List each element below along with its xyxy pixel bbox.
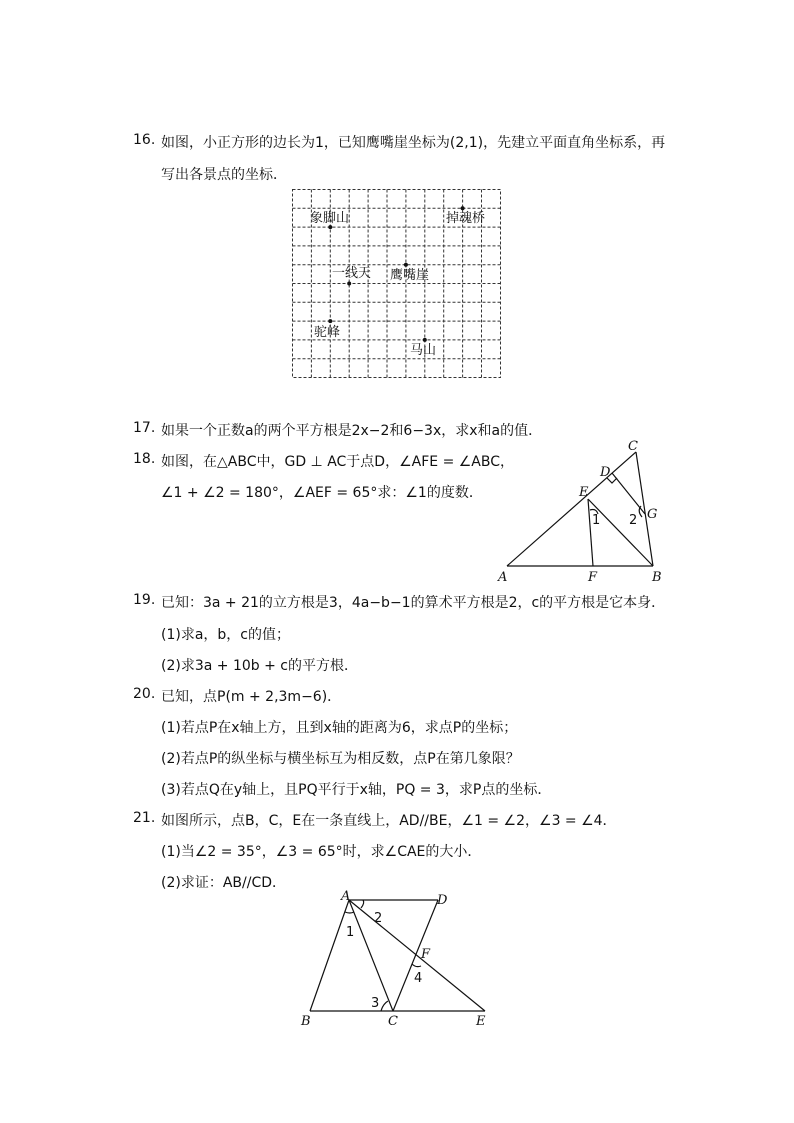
q18-label-D: D <box>600 465 611 480</box>
q18-angle1-label: 1 <box>592 513 601 528</box>
q21-part2: (2)求证：AB//CD． <box>161 875 287 891</box>
q21-angle3-label: 3 <box>371 996 380 1011</box>
q18-number: 18. <box>133 451 156 467</box>
q18-label-G: G <box>647 507 658 522</box>
q17-text: 如果一个正数a的两个平方根是2x−2和6−3x，求x和a的值． <box>161 423 543 439</box>
point-tuofeng <box>328 319 332 323</box>
q21-label-C: C <box>388 1014 398 1029</box>
q21-label-D: D <box>437 893 448 908</box>
q18-text-line1: 如图，在△ABC中，GD ⊥ AC于点D，∠AFE = ∠ABC， <box>161 454 515 470</box>
label-xiangjiaoshan: 象脚山 <box>310 211 350 226</box>
q21-angle4-label: 4 <box>414 971 423 986</box>
q18-label-C: C <box>628 439 638 454</box>
q17-number: 17. <box>133 420 156 436</box>
label-diaohunqiao: 掉魂桥 <box>446 211 486 226</box>
q21-number: 21. <box>133 810 156 826</box>
q18-triangle-figure <box>495 438 670 586</box>
q18-text-line2: ∠1 + ∠2 = 180°，∠AEF = 65°求：∠1的度数． <box>161 485 483 501</box>
point-mashan <box>423 338 427 342</box>
q21-label-F: F <box>421 947 431 962</box>
q21-label-B: B <box>301 1014 311 1029</box>
label-yingzuiya: 鹰嘴崖 <box>390 268 430 283</box>
q21-part1: (1)当∠2 = 35°，∠3 = 65°时，求∠CAE的大小． <box>161 844 482 860</box>
q21-text: 如图所示，点B，C，E在一条直线上，AD//BE，∠1 = ∠2，∠3 = ∠4． <box>161 813 617 829</box>
point-yingzuiya <box>404 263 408 267</box>
label-tuofeng: 驼峰 <box>314 325 341 340</box>
q21-angle2-label: 2 <box>374 911 383 926</box>
q21-figure <box>295 890 495 1030</box>
label-yixiantian: 一线天 <box>332 266 372 281</box>
q21-label-E: E <box>476 1014 486 1029</box>
q16-text-line1: 如图，小正方形的边长为1，已知鹰嘴崖坐标为(2,1)，先建立平面直角坐标系，再 <box>161 135 666 151</box>
point-yixiantian <box>347 282 351 286</box>
q16-text-line2: 写出各景点的坐标． <box>161 167 287 183</box>
q20-part3: (3)若点Q在y轴上，且PQ平行于x轴，PQ = 3，求P点的坐标． <box>161 782 552 798</box>
point-diaohunqiao <box>461 206 465 210</box>
q16-grid-figure <box>290 187 504 381</box>
q18-label-E: E <box>579 485 589 500</box>
label-mashan: 马山 <box>410 343 437 358</box>
q20-number: 20. <box>133 686 156 702</box>
q18-label-B: B <box>652 570 662 585</box>
q21-label-A: A <box>341 890 351 904</box>
q20-text: 已知，点P(m + 2,3m−6)． <box>161 689 342 705</box>
q19-text: 已知：3a + 21的立方根是3，4a−b−1的算术平方根是2，c的平方根是它本身． <box>161 595 666 611</box>
q19-part2: (2)求3a + 10b + c的平方根． <box>161 658 358 674</box>
q18-angle2-label: 2 <box>629 513 638 528</box>
q16-number: 16. <box>133 132 156 148</box>
q19-part1: (1)求a，b，c的值； <box>161 627 290 643</box>
q21-angle1-label: 1 <box>346 925 355 940</box>
q19-number: 19. <box>133 592 156 608</box>
q20-part2: (2)若点P的纵坐标与横坐标互为相反数，点P在第几象限？ <box>161 751 520 767</box>
q18-label-F: F <box>588 570 598 585</box>
q18-label-A: A <box>498 570 508 585</box>
q20-part1: (1)若点P在x轴上方，且到x轴的距离为6，求点P的坐标； <box>161 720 518 736</box>
